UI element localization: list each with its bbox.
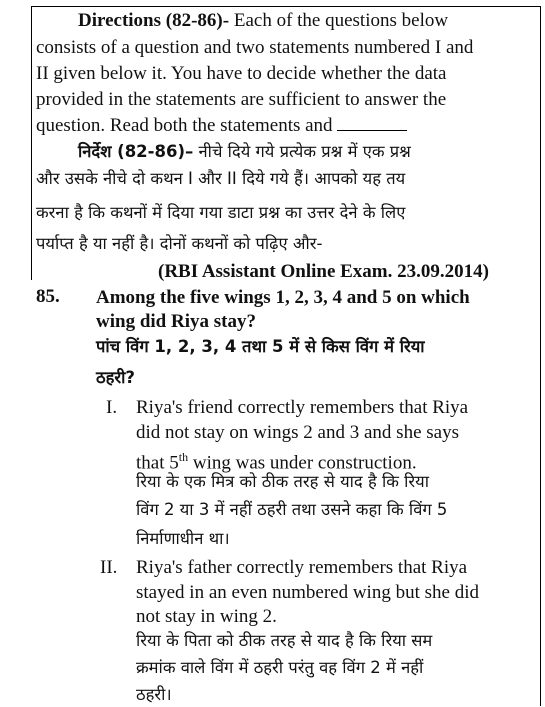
directions-text: question. Read both the statements and	[36, 115, 333, 136]
statement-2-en-line-2: stayed in an even numbered wing but she did	[136, 582, 479, 603]
frame-top-border	[31, 6, 541, 7]
directions-line-1	[78, 9, 448, 32]
statement-2-en-line-1: Riya's father correctly remembers that Riya	[136, 557, 468, 578]
question-en-line-2: wing did Riya stay?	[96, 311, 256, 332]
directions-line-5	[36, 114, 407, 137]
frame-right-border	[540, 6, 541, 706]
nirdesh-text: नीचे दिये गये प्रत्येक प्रश्न में एक प्रश्न	[198, 142, 411, 161]
question-hi-line-1: पांच विंग 1, 2, 3, 4 तथा 5 में से किस विंग में रिया	[96, 337, 425, 356]
directions-line-4: provided in the statements are sufficient to answer the	[36, 89, 447, 110]
question-number: 85.	[36, 286, 60, 307]
statement-1-text: wing was under construction.	[188, 452, 417, 474]
statement-2-en-line-3: not stay in wing 2.	[136, 606, 277, 627]
statement-1-label: I.	[106, 397, 118, 418]
directions-text: Each of the questions below	[233, 10, 449, 31]
directions-line-3: II given below it. You have to decide whether the data	[36, 63, 447, 84]
nirdesh-line-4: पर्याप्त है या नहीं है। दोनों कथनों को पढ़िए और-	[36, 234, 323, 253]
statement-2-hi-line-3: ठहरी।	[136, 685, 172, 704]
statement-1-superscript: th	[178, 450, 189, 464]
statement-2-label: II.	[100, 557, 118, 578]
statement-1-en-line-1: Riya's friend correctly remembers that Riya	[136, 397, 469, 418]
statement-1-hi-line-1: रिया के एक मित्र को ठीक तरह से याद है कि रिया	[136, 472, 430, 491]
statement-1-text: that 5	[136, 452, 179, 474]
exam-source: (RBI Assistant Online Exam. 23.09.2014)	[158, 261, 489, 282]
statement-1-en-line-2: did not stay on wings 2 and 3 and she says	[136, 422, 459, 443]
question-en-line-1: Among the five wings 1, 2, 3, 4 and 5 on which	[96, 287, 470, 308]
statement-2-hi-line-1: रिया के पिता को ठीक तरह से याद है कि रिया सम	[136, 631, 433, 650]
question-hi-line-2: ठहरी?	[96, 368, 135, 387]
directions-heading: Directions (82-86)-	[78, 10, 230, 31]
statement-1-hi-line-3: निर्माणाधीन था।	[136, 529, 230, 548]
nirdesh-heading: निर्देश (82-86)–	[78, 142, 194, 161]
blank-line	[337, 116, 407, 131]
directions-line-2: consists of a question and two statements numbered I and	[36, 37, 474, 58]
frame-left-border	[31, 6, 32, 280]
statement-2-hi-line-2: क्रमांक वाले विंग में ठहरी परंतु वह विंग 2 में नहीं	[136, 658, 424, 677]
nirdesh-line-1	[78, 140, 411, 163]
nirdesh-line-2: और उसके नीचे दो कथन I और II दिये गये हैं। आपको यह तय	[36, 169, 406, 188]
statement-1-hi-line-2: विंग 2 या 3 में नहीं ठहरी तथा उसने कहा कि विंग 5	[136, 500, 448, 519]
nirdesh-line-3: करना है कि कथनों में दिया गया डाटा प्रश्न का उत्तर देने के लिए	[36, 203, 406, 222]
